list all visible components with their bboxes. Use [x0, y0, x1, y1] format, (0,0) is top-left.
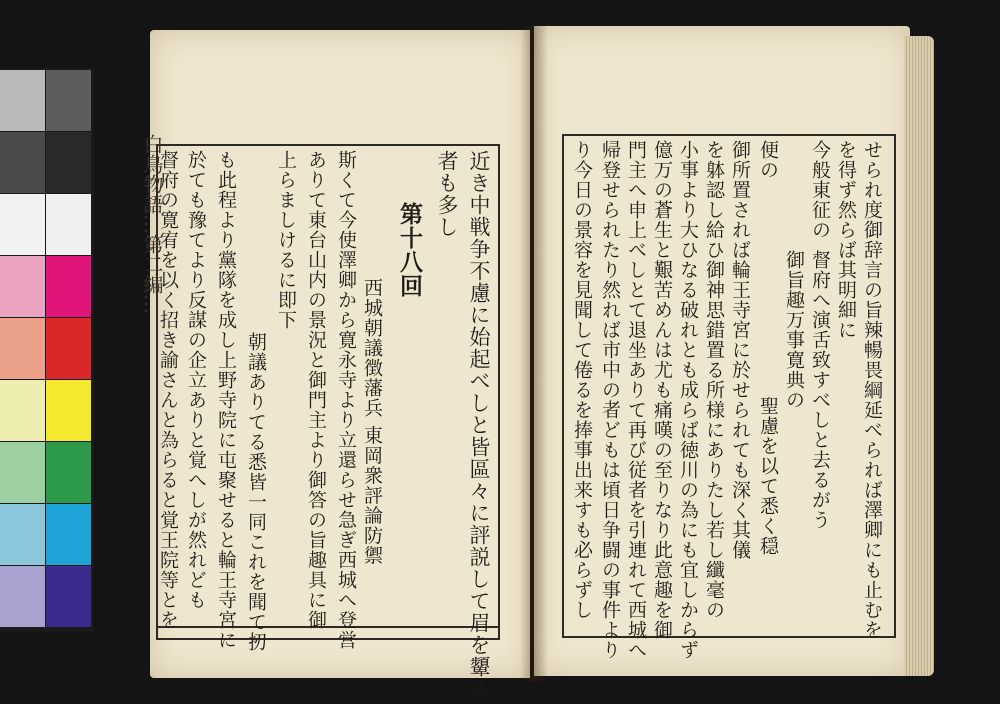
left-frame-rule	[156, 626, 500, 628]
color-calibration-chart	[0, 68, 94, 632]
text-column: 小事より大ひなる破れとも成らば徳川の為にも宜しからず	[677, 140, 699, 660]
left-margin-title: 白鳥物語…第二編…	[140, 134, 164, 314]
text-column: 便の	[757, 140, 779, 180]
text-column: 門主へ申上べしとて退坐ありて再び従者を引連れて西城へ	[625, 140, 647, 660]
text-column: 御所置されば輪王寺宮に於せられても深く其儀	[729, 140, 751, 560]
text-column: を得ず然らば其明細に	[835, 140, 857, 340]
text-column: 帰登せられたり然れば市中の者どもは頃日争闘の事件より	[599, 140, 621, 660]
page-edges	[904, 36, 934, 676]
text-column: せられ度御辞言の旨辣暢畏綱延べられば澤卿にも止むを	[861, 140, 883, 640]
color-patch	[46, 318, 91, 379]
book-gutter	[520, 26, 548, 682]
text-column: 今般東征の	[809, 140, 831, 240]
text-column: ありて東台山内の景況と御門主より御答の旨趣具に御	[305, 150, 327, 630]
color-patch	[0, 132, 45, 193]
text-column: 聖慮を以て悉く穏	[757, 396, 779, 556]
color-patch	[46, 504, 91, 565]
text-column: 斯くて今使澤卿から寛永寺より立還らせ急ぎ西城へ登営	[335, 150, 357, 650]
text-column: 上らましけるに即下	[275, 150, 297, 330]
text-column: 御旨趣万事寛典の	[783, 250, 805, 410]
chapter-subheading: 西城朝議徴藩兵 東岡衆評論防禦	[361, 278, 383, 566]
color-patch	[0, 504, 45, 565]
color-patch	[0, 194, 45, 255]
chapter-heading: 第十八回	[396, 202, 423, 298]
text-column: 督府の寛宥を以く招き諭さんと為らると覚王院等とを	[157, 150, 179, 630]
text-column: 近き中戦争不慮に始起べしと皆區々に評説して眉を顰る	[467, 150, 491, 700]
text-column: 億万の蒼生と艱苦めんは尤も痛嘆の至りなり此意趣を御	[651, 140, 673, 640]
text-column: も此程より黨隊を成し上野寺院に屯聚せると輪王寺宮に	[215, 150, 237, 650]
color-patch	[0, 566, 45, 627]
color-patch	[46, 380, 91, 441]
text-column: 於ても豫てより反謀の企立ありと覚へしが然れども	[185, 150, 207, 610]
color-patch	[0, 70, 45, 131]
color-patch	[0, 442, 45, 503]
color-patch	[0, 318, 45, 379]
color-patch	[46, 194, 91, 255]
color-patch	[0, 256, 45, 317]
color-patch	[46, 566, 91, 627]
text-column: 朝議ありてる悉皆一同これを聞て扨	[245, 332, 267, 652]
open-book	[140, 26, 940, 700]
text-column: り今日の景容を見聞して倦るを捧事出来すも必らずし	[571, 140, 593, 620]
text-column: 者も多し	[435, 150, 459, 238]
color-patch	[0, 380, 45, 441]
text-column: 督府へ演舌致すべしと去るがう	[809, 250, 831, 530]
color-patch	[46, 70, 91, 131]
text-column: を躰認し給ひ御神思錯置る所様にありたし若し纖毫の	[703, 140, 725, 620]
color-patch	[46, 442, 91, 503]
color-patch	[46, 132, 91, 193]
color-patch	[46, 256, 91, 317]
